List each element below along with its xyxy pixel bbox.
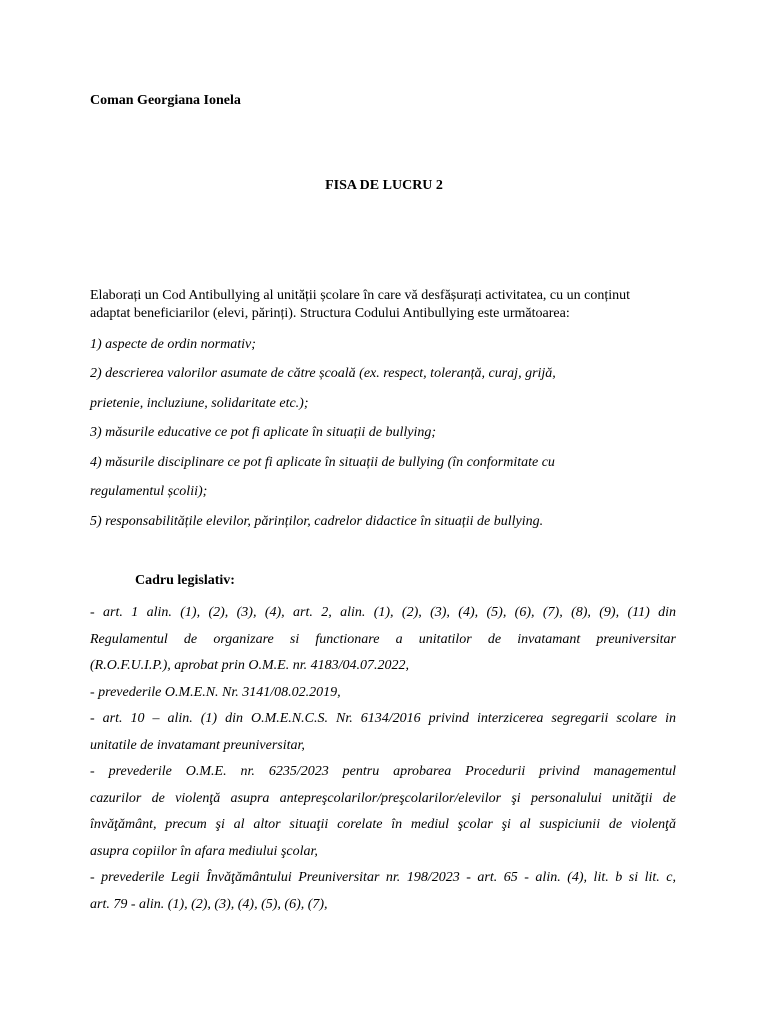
- page-title: FISA DE LUCRU 2: [325, 178, 443, 193]
- legislative-line: - prevederile O.M.E.N. Nr. 3141/08.02.2019,: [90, 684, 341, 700]
- legislative-line: - art. 1 alin. (1), (2), (3), (4), art. 2, alin. (1), (2), (3), (4), (5), (6), (7), (8), (9), (11) din: [90, 605, 676, 620]
- structure-item: 2) descrierea valorilor asumate de către școală (ex. respect, toleranță, curaj, grijă,: [90, 366, 556, 381]
- intro-line: adaptat beneficiarilor (elevi, părinți). Structura Codului Antibullying este următoarea:: [90, 306, 570, 321]
- structure-item: 4) măsurile disciplinare ce pot fi aplicate în situații de bullying (în conformitate cu: [90, 455, 555, 470]
- structure-item-continuation: prietenie, incluziune, solidaritate etc.);: [90, 396, 309, 411]
- intro-paragraph: [90, 287, 680, 323]
- structure-item: 5) responsabilitățile elevilor, părinților, cadrelor didactice în situații de bullying.: [90, 514, 544, 529]
- legislative-line: art. 79 - alin. (1), (2), (3), (4), (5), (6), (7),: [90, 896, 328, 912]
- legislative-line: învăţământ, precum şi al altor situaţii corelate în mediul şcolar şi al suspiciunii de violenţă: [90, 817, 676, 832]
- legislative-line: (R.O.F.U.I.P.), aprobat prin O.M.E. nr. 4183/04.07.2022,: [90, 658, 410, 673]
- legislative-line: Regulamentul de organizare si functionare a unitatilor de invatamant preuniversitar: [90, 631, 676, 647]
- structure-item: 1) aspecte de ordin normativ;: [90, 337, 256, 352]
- legislative-paragraph: [90, 600, 676, 918]
- structure-item: 3) măsurile educative ce pot fi aplicate în situații de bullying;: [90, 425, 437, 440]
- structure-item-continuation: regulamentul școlii);: [90, 484, 208, 499]
- legislative-line: - prevederile O.M.E. nr. 6235/2023 pentru aprobarea Procedurii privind managementul: [90, 764, 676, 779]
- intro-line: Elaborați un Cod Antibullying al unității școlare în care vă desfășurați activitatea, cu un conținut: [90, 288, 631, 303]
- author-name: Coman Georgiana Ionela: [90, 93, 241, 108]
- legislative-line: cazurilor de violenţă asupra antepreşcolarilor/preşcolarilor/elevilor şi personalului unităţii de: [90, 790, 676, 806]
- legislative-line: - prevederile Legii Învăţământului Preuniversitar nr. 198/2023 - art. 65 - alin. (4), lit. b si lit. c,: [90, 870, 676, 885]
- legislative-line: - art. 10 – alin. (1) din O.M.E.N.C.S. Nr. 6134/2016 privind interzicerea segregarii scolare in: [90, 711, 676, 726]
- legislative-line: unitatile de invatamant preuniversitar,: [90, 737, 305, 753]
- legislative-line: asupra copiilor în afara mediului şcolar,: [90, 843, 318, 859]
- legislative-heading: Cadru legislativ:: [135, 573, 235, 588]
